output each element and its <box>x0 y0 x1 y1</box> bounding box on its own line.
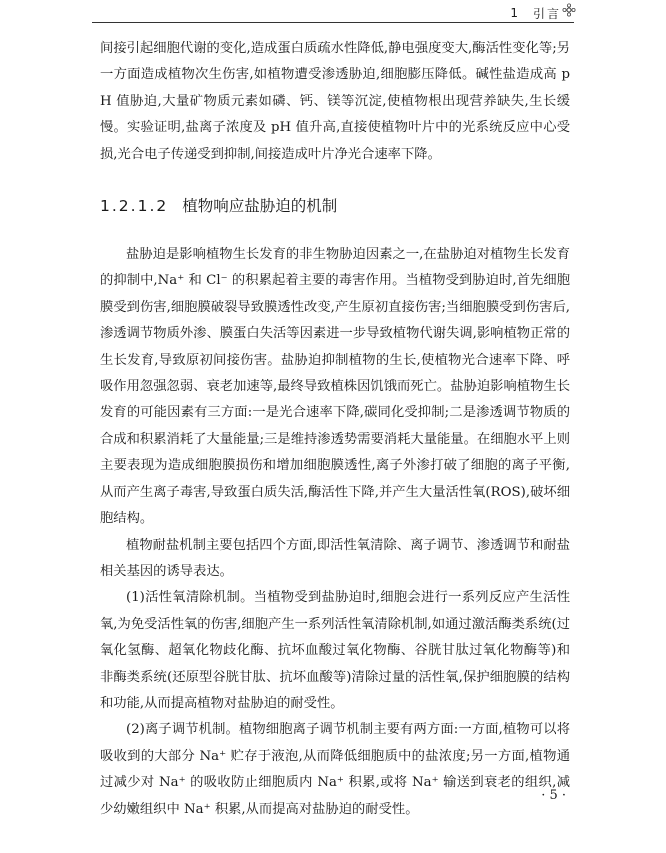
header-chapter-number: 1 <box>510 6 518 20</box>
header-rule <box>92 22 574 23</box>
paragraph-salt-stress: 盐胁迫是影响植物生长发育的非生物胁迫因素之一,在盐胁迫对植物生长发育的抑制中,Na⁺ 和 Cl⁻ 的积累起着主要的毒害作用。当植物受到胁迫时,首先细胞膜受到伤害,细胞膜破裂导致膜透性改变,产生原初直接伤害;当细胞膜受到伤害后,渗透调节物质外渗、膜蛋白失活等因素进一步导致植物代谢失调,影响植物正常的生长发育,导致原初间接伤害。盐胁迫抑制植物的生长,使植物光合速率下降、呼吸作用忽强忽弱、衰老加速等,最终导致植株因饥饿而死亡。盐胁迫影响植物生长发育的可能因素有三方面:一是光合速率下降,碳同化受抑制;二是渗透调节物质的合成和积累消耗了大量能量;三是维持渗透势需要消耗大量能量。在细胞水平上则主要表现为造成细胞膜损伤和增加细胞膜透性,离子外渗打破了细胞的离子平衡,从而产生离子毒害,导致蛋白质失活,酶活性下降,并产生大量活性氧(ROS),破坏细胞结构。 <box>100 247 570 527</box>
section-number: 1.2.1.2 <box>100 197 169 216</box>
page-number: · 5 · <box>541 788 566 803</box>
running-header <box>0 0 666 22</box>
paragraph-ion-regulation: (2)离子调节机制。植物细胞离子调节机制主要有两方面:一方面,植物可以将吸收到的大部分 Na⁺ 贮存于液泡,从而降低细胞质中的盐浓度;另一方面,植物通过减少对 Na⁺ 的吸收防止细胞质内 Na⁺ 积累,或将 Na⁺ 输送到衰老的组织,减少幼嫩组织中 Na⁺ 积累,从而提高对盐胁迫的耐受性。 <box>100 722 570 817</box>
paragraph-ros-scavenging: (1)活性氧清除机制。当植物受到盐胁迫时,细胞会进行一系列反应产生活性氧,为免受活性氧的伤害,细胞产生一系列活性氧清除机制,如通过激活酶类系统(过氧化氢酶、超氧化物歧化酶、抗坏血酸过氧化物酶、谷胱甘肽过氧化物酶等)和非酶类系统(还原型谷胱甘肽、抗坏血酸等)清除过量的活性氧,保护细胞膜的结构和功能,从而提高植物对盐胁迫的耐受性。 <box>100 590 570 711</box>
section-title: 植物响应盐胁迫的机制 <box>182 197 338 216</box>
header-chapter-title: 引言 <box>532 7 561 21</box>
flower-ornament-icon <box>562 3 576 17</box>
paragraph-continued: 间接引起细胞代谢的变化,造成蛋白质疏水性降低,静电强度变大,酶活性变化等;另一方面造成植物次生伤害,如植物遭受渗透胁迫,细胞膨压降低。碱性盐造成高 pH 值胁迫,大量矿物质元素如磷、钙、镁等沉淀,使植物根出现营养缺失,生长缓慢。实验证明,盐离子浓度及 pH 值升高,直接使植物叶片中的光系统反应中心受损,光合电子传递受到抑制,间接造成叶片净光合速率下降。 <box>100 41 570 162</box>
page-body <box>100 36 570 823</box>
section-heading <box>100 194 570 218</box>
paragraph-tolerance-overview: 植物耐盐机制主要包括四个方面,即活性氧清除、离子调节、渗透调节和耐盐相关基因的诱导表达。 <box>100 537 570 579</box>
